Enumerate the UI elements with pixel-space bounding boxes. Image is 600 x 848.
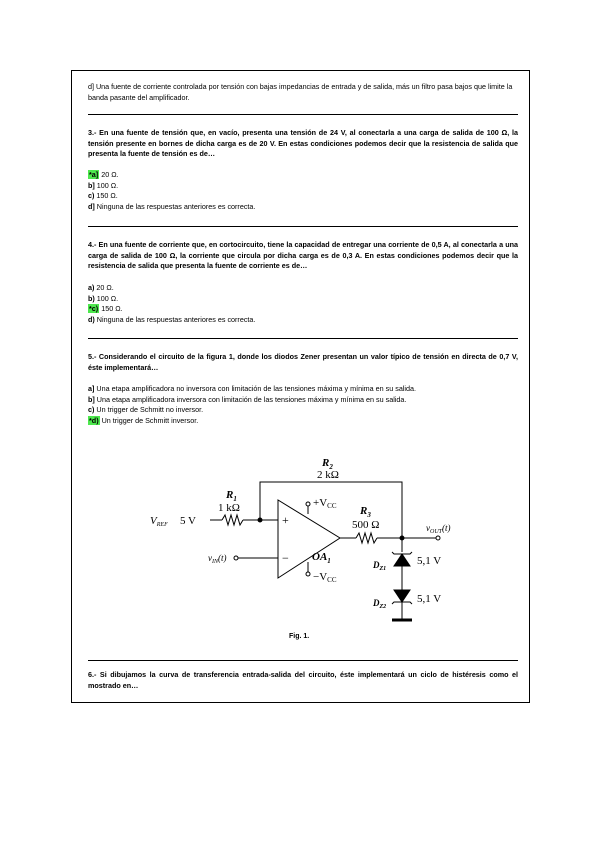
option-text: Una etapa amplificadora inversora con limitación de las tensiones máxima y mínima en su salida. (96, 394, 407, 404)
junction-node (258, 518, 262, 522)
option-marker: c) (88, 191, 95, 200)
separator-rule (88, 226, 518, 227)
option-5c[interactable] (88, 405, 518, 416)
correct-marker: *d) (89, 415, 99, 425)
separator-rule (88, 660, 518, 661)
dz2-value: 5,1 V (417, 593, 442, 605)
opamp-symbol (278, 500, 340, 578)
opamp-minus-sign: − (282, 551, 289, 565)
r3-resistor (356, 533, 377, 543)
question-3-options (88, 170, 518, 212)
vcc-neg-label: −VCC (313, 571, 337, 584)
dz2-label: $D_{Z2}$ (373, 598, 387, 610)
question-4-stem: 4.- En una fuente de corriente que, en cortocircuito, tiene la capacidad de entregar una corriente de 0,5 A, al conectarla a una carga de salida de 100 Ω, la corriente que circula por dicha carga es de 0,3 A. En estas condiciones podemos decir que la resistencia de salida que presenta la fuente de corriente es de… (88, 240, 518, 270)
option-marker: b) (88, 293, 95, 303)
separator-rule (88, 338, 518, 339)
vout-terminal (436, 536, 440, 540)
option-5b[interactable] (88, 395, 518, 406)
zener-dz1-bar (392, 552, 412, 554)
question-4-options (88, 283, 518, 325)
correct-marker: *a] (89, 170, 99, 179)
option-marker: b] (88, 394, 95, 404)
circuit-figure-1 (130, 440, 490, 640)
opamp-plus-sign: + (282, 513, 289, 527)
feedback-wire (260, 482, 402, 538)
question-5-stem: 5.- Considerando el circuito de la figura 1, donde los diodos Zener presentan un valor típico de tensión en directa de 0,7 V, éste implementará… (88, 352, 518, 372)
r1-label: $R_1$ (226, 489, 237, 503)
vcc-pos-terminal (306, 502, 310, 506)
option-4a[interactable] (88, 283, 518, 294)
correct-marker: *c) (89, 304, 99, 313)
option-marker: d] (88, 201, 95, 211)
vin-label: $v_{IN}(t)$ (208, 553, 227, 565)
previous-option-d-text: d] Una fuente de corriente controlada por tensión con bajas impedancias de entrada y de salida, más un filtro pasa bajos que limite la banda pasante del amplificador. (88, 82, 513, 102)
option-text: Ninguna de las respuestas anteriores es correcta. (96, 201, 256, 211)
option-marker: a) (88, 283, 95, 292)
option-4d[interactable] (88, 315, 518, 326)
r3-label: $R_3$ (360, 505, 371, 519)
figure-caption: Fig. 1. (289, 633, 310, 640)
opamp-label: $OA_1$ (312, 551, 331, 565)
zener-dz1 (394, 554, 410, 566)
r3-value: 500 Ω (352, 519, 380, 531)
option-5a[interactable] (88, 384, 518, 395)
option-text: 150 Ω. (101, 304, 123, 313)
vout-label: $v_{OUT}(t)$ (426, 523, 451, 535)
question-6-stem: 6.- Si dibujamos la curva de transferencia entrada-salida del circuito, éste implementará un ciclo de histéresis como el mostrado en… (88, 670, 518, 690)
r2-label: $R_2$ (322, 457, 333, 471)
vref-label: VREF (150, 515, 168, 528)
question-5-options (88, 384, 518, 426)
option-text: 100 Ω. (96, 180, 119, 190)
r2-value: 2 kΩ (317, 469, 339, 481)
vref-value: 5 V (180, 515, 196, 527)
option-3c[interactable] (88, 191, 518, 202)
r1-value: 1 kΩ (218, 502, 240, 514)
option-marker: b] (88, 180, 95, 190)
separator-rule (88, 114, 518, 115)
vcc-pos-label: +VCC (313, 497, 337, 510)
option-3b[interactable] (88, 181, 518, 192)
option-text: Un trigger de Schmitt inversor. (101, 415, 199, 425)
zener-dz2 (394, 590, 410, 602)
option-4b[interactable] (88, 294, 518, 305)
option-3a[interactable] (88, 170, 518, 181)
vin-terminal (234, 556, 238, 560)
option-text: Una etapa amplificadora no inversora con limitación de las tensiones máxima y mínima en su salida. (96, 384, 417, 393)
option-text: Un trigger de Schmitt no inversor. (96, 405, 204, 414)
option-text: 150 Ω. (96, 191, 118, 200)
option-4c[interactable] (88, 304, 518, 315)
option-text: 20 Ω. (101, 170, 119, 179)
dz1-label: $D_{Z1}$ (373, 560, 387, 572)
question-3-stem: 3.- En una fuente de tensión que, en vacío, presenta una tensión de 24 V, al conectarla a una carga de salida de 100 Ω, la tensión presente en bornes de dicha carga es de 20 V. En estas condiciones podemos decir que la resistencia de salida que presenta la fuente de tensión es de… (88, 128, 518, 158)
previous-option-d (88, 82, 518, 103)
option-text: Ninguna de las respuestas anteriores es correcta. (96, 314, 256, 324)
option-text: 20 Ω. (96, 283, 114, 292)
r1-resistor (222, 515, 243, 525)
option-marker: d) (88, 314, 95, 324)
option-text: 100 Ω. (96, 293, 119, 303)
option-marker: a] (88, 384, 95, 393)
option-marker: c) (88, 405, 95, 414)
vcc-neg-terminal (306, 572, 310, 576)
option-3d[interactable] (88, 202, 518, 213)
dz1-value: 5,1 V (417, 555, 442, 567)
option-5d[interactable] (88, 416, 518, 427)
